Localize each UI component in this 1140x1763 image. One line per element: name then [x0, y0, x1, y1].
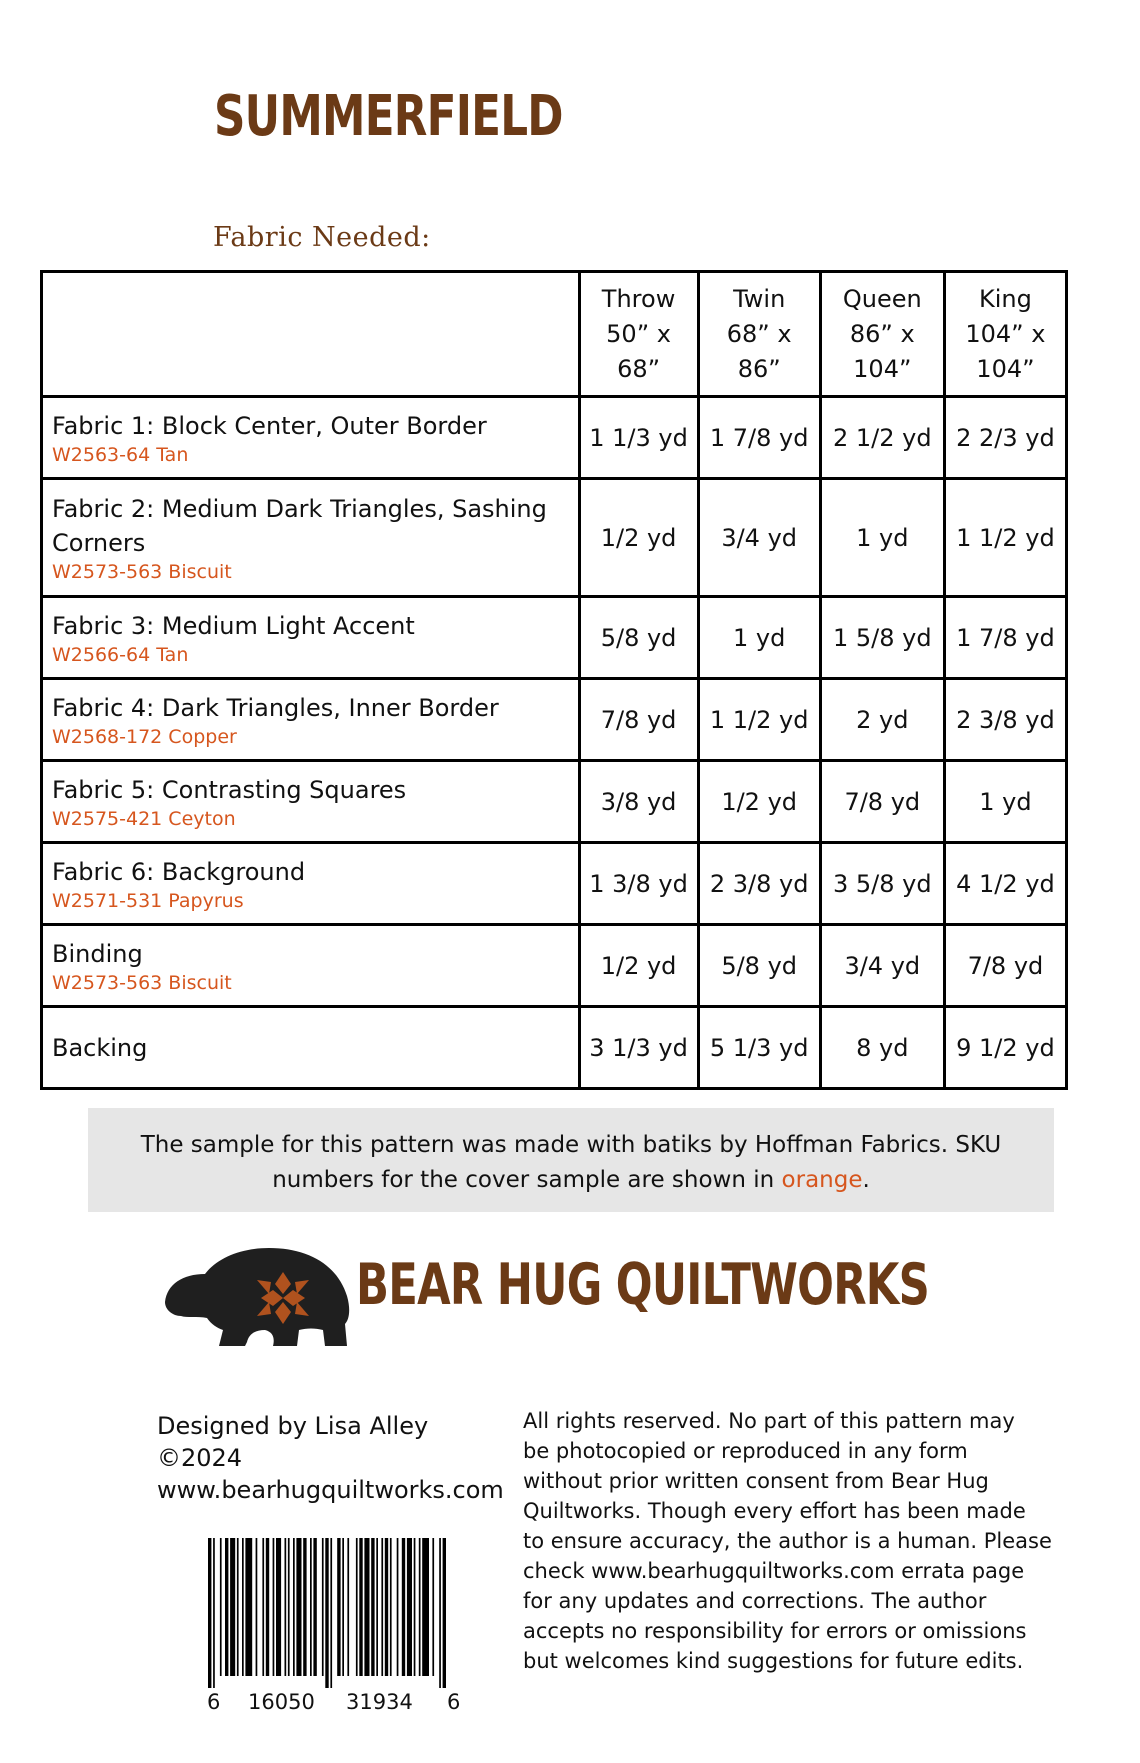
yardage-cell: 1 1/2 yd [944, 479, 1066, 597]
fabric-label: Fabric 1: Block Center, Outer Border W2563-64 Tan [42, 397, 580, 479]
barcode-check-digit: 6 [447, 1690, 461, 1714]
fabric-label: Backing [42, 1007, 580, 1089]
pattern-title: SUMMERFIELD [214, 84, 563, 149]
barcode-lead-digit: 6 [207, 1690, 221, 1714]
yardage-cell: 9 1/2 yd [944, 1007, 1066, 1089]
yardage-cell: 1 yd [698, 597, 820, 679]
yardage-cell: 2 3/8 yd [944, 679, 1066, 761]
yardage-cell: 8 yd [820, 1007, 944, 1089]
legal-line: accepts no responsibility for errors or omissions [523, 1619, 1027, 1643]
brand-name: BEAR HUG QUILTWORKS [356, 1252, 930, 1318]
yardage-cell: 3 5/8 yd [820, 843, 944, 925]
yardage-cell: 5/8 yd [698, 925, 820, 1007]
yardage-cell: 1/2 yd [698, 761, 820, 843]
sku-code: W2573-563 Biscuit [52, 971, 232, 994]
yardage-cell: 3/4 yd [698, 479, 820, 597]
note-line-1: The sample for this pattern was made with batiks by Hoffman Fabrics. SKU [140, 1132, 1002, 1158]
yardage-cell: 5/8 yd [579, 597, 698, 679]
table-row [42, 679, 1067, 761]
fabric-label: Fabric 5: Contrasting Squares W2575-421 Ceyton [42, 761, 580, 843]
yardage-cell: 1 7/8 yd [944, 597, 1066, 679]
header-empty-cell [42, 272, 580, 397]
size-header: Twin 68” x 86” [698, 272, 820, 397]
yardage-cell: 2 3/8 yd [698, 843, 820, 925]
yardage-cell: 1 yd [820, 479, 944, 597]
fabric-table [40, 270, 1068, 1090]
yardage-cell: 1 1/3 yd [579, 397, 698, 479]
yardage-cell: 2 yd [820, 679, 944, 761]
yardage-cell: 2 1/2 yd [820, 397, 944, 479]
designer-credit: Designed by Lisa Alley [157, 1412, 429, 1440]
table-row [42, 843, 1067, 925]
legal-line: for any updates and corrections. The author [523, 1589, 987, 1613]
yardage-cell: 4 1/2 yd [944, 843, 1066, 925]
legal-line: to ensure accuracy, the author is a human. Please [523, 1529, 1052, 1553]
legal-line: without prior written consent from Bear Hug [523, 1469, 989, 1493]
yardage-cell: 5 1/3 yd [698, 1007, 820, 1089]
table-row [42, 1007, 1067, 1089]
sku-code: W2563-64 Tan [52, 443, 189, 466]
yardage-cell: 1 7/8 yd [698, 397, 820, 479]
table-row [42, 761, 1067, 843]
table-row [42, 479, 1067, 597]
legal-line: All rights reserved. No part of this pattern may [523, 1409, 1015, 1433]
bear-logo-icon [157, 1244, 352, 1354]
yardage-cell: 1 yd [944, 761, 1066, 843]
credits [157, 1410, 504, 1506]
yardage-cell: 1 3/8 yd [579, 843, 698, 925]
yardage-cell: 3/8 yd [579, 761, 698, 843]
legal-line: be photocopied or reproduced in any form [523, 1439, 968, 1463]
size-header: Queen 86” x 104” [820, 272, 944, 397]
barcode-right-digits: 31934 [346, 1690, 413, 1714]
yardage-cell: 1 5/8 yd [820, 597, 944, 679]
sku-code: W2566-64 Tan [52, 643, 189, 666]
yardage-cell: 3 1/3 yd [579, 1007, 698, 1089]
legal-line: Quiltworks. Though every effort has been made [523, 1499, 1026, 1523]
section-heading: Fabric Needed: [213, 222, 431, 253]
yardage-cell: 1 1/2 yd [698, 679, 820, 761]
website: www.bearhugquiltworks.com [157, 1476, 504, 1504]
sku-code: W2573-563 Biscuit [52, 560, 232, 583]
fabric-label: Binding W2573-563 Biscuit [42, 925, 580, 1007]
fabric-label: Fabric 3: Medium Light Accent W2566-64 Tan [42, 597, 580, 679]
sample-note [88, 1108, 1054, 1212]
legal-line: check www.bearhugquiltworks.com errata page [523, 1559, 1025, 1583]
barcode-left-digits: 16050 [248, 1690, 315, 1714]
yardage-cell: 3/4 yd [820, 925, 944, 1007]
copyright: ©2024 [157, 1444, 243, 1472]
legal-line: but welcomes kind suggestions for future edits. [523, 1649, 1024, 1673]
table-header-row [42, 272, 1067, 397]
fabric-label: Fabric 6: Background W2571-531 Papyrus [42, 843, 580, 925]
yardage-cell: 2 2/3 yd [944, 397, 1066, 479]
orange-word: orange [781, 1167, 863, 1193]
fabric-label: Fabric 4: Dark Triangles, Inner Border W2568-172 Copper [42, 679, 580, 761]
fabric-label: Fabric 2: Medium Dark Triangles, Sashing Corners W2573-563 Biscuit [42, 479, 580, 597]
sku-code: W2568-172 Copper [52, 725, 237, 748]
yardage-cell: 7/8 yd [944, 925, 1066, 1007]
yardage-cell: 1/2 yd [579, 925, 698, 1007]
note-line-2: numbers for the cover sample are shown in orange. [272, 1167, 870, 1193]
table-row [42, 925, 1067, 1007]
size-header: Throw 50” x 68” [579, 272, 698, 397]
barcode-icon [208, 1538, 453, 1688]
yardage-cell: 7/8 yd [820, 761, 944, 843]
sku-code: W2575-421 Ceyton [52, 807, 236, 830]
size-header: King 104” x 104” [944, 272, 1066, 397]
sku-code: W2571-531 Papyrus [52, 889, 244, 912]
yardage-cell: 7/8 yd [579, 679, 698, 761]
table-row [42, 597, 1067, 679]
yardage-cell: 1/2 yd [579, 479, 698, 597]
table-row [42, 397, 1067, 479]
legal-notice [523, 1406, 1063, 1676]
